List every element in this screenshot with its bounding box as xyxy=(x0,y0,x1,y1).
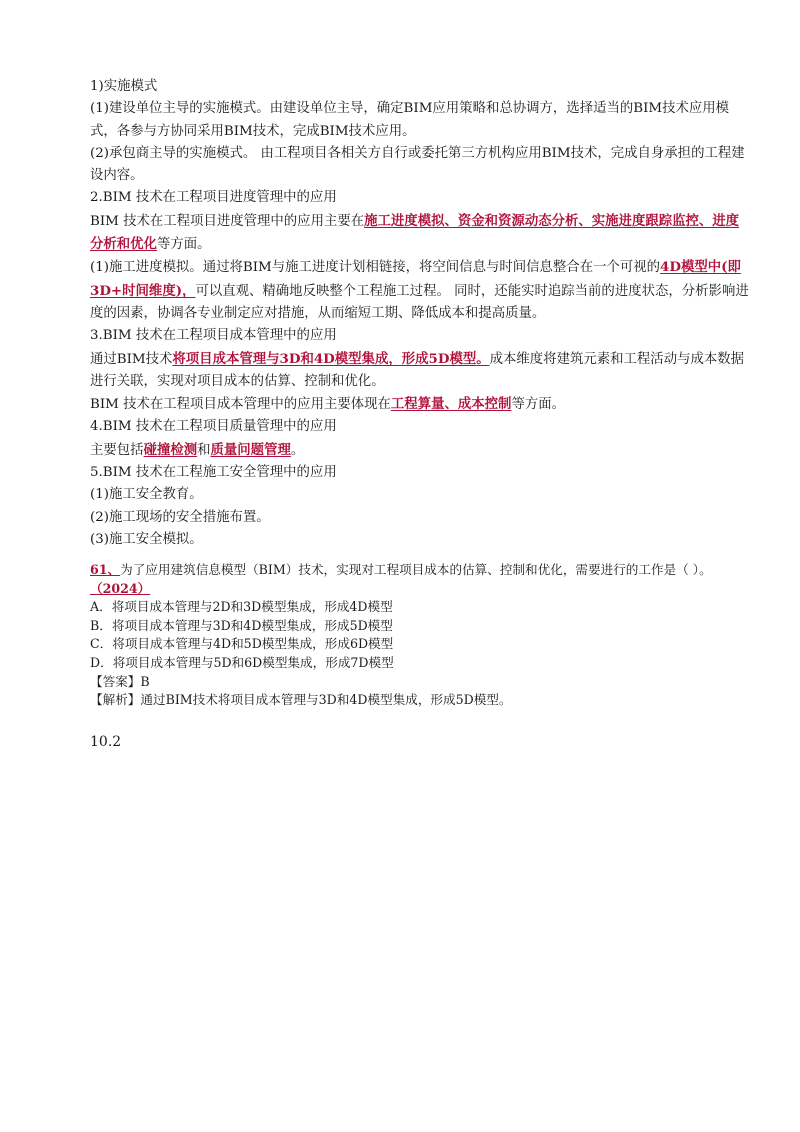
question-text: 为了应用建筑信息模型（BIM）技术，实现对工程项目成本的估算、控制和优化，需要进行的工作是（ ）。 xyxy=(120,562,712,577)
section4-heading: 4.BIM 技术在工程项目质量管理中的应用 xyxy=(90,419,337,435)
option-d: D．将项目成本管理与5D和6D模型集成，形成7D模型 xyxy=(90,654,394,670)
text: 主要包括 xyxy=(90,442,144,458)
option-a: A．将项目成本管理与2D和3D模型集成，形成4D模型 xyxy=(90,599,393,615)
section3-paragraph-1 xyxy=(90,348,750,394)
question-number: 61、 xyxy=(90,562,121,577)
text: (1)施工进度模拟。通过将BIM与施工进度计划相链接，将空间信息与时间信息整合在一个可视的 xyxy=(90,260,661,276)
text: 等方面。 xyxy=(511,397,565,413)
section5-heading: 5.BIM 技术在工程施工安全管理中的应用 xyxy=(90,465,337,481)
answer: 【答案】B xyxy=(90,673,150,689)
text: BIM 技术在工程项目进度管理中的应用主要在 xyxy=(90,213,365,229)
text: 。 xyxy=(290,442,305,458)
text: 成本维度将建筑元素和工程活动与成本数据进行关联，实现对项目成本的估算、控制和优化。 xyxy=(90,351,745,389)
highlighted-text: 将项目成本管理与3D和4D模型集成，形成5D模型。 xyxy=(172,350,490,367)
highlighted-text: 施工进度模拟、资金和资源动态分析、实施进度跟踪监控、进度分析和优化 xyxy=(90,212,740,253)
section1-heading: 1)实施模式 xyxy=(90,79,158,94)
section2-paragraph-1 xyxy=(90,210,750,257)
document-body xyxy=(90,76,750,551)
text: BIM 技术在工程项目成本管理中的应用主要体现在 xyxy=(90,397,391,413)
section5-item: (2)施工现场的安全措施布置。 xyxy=(90,509,270,525)
question-stem xyxy=(90,561,750,598)
highlighted-text: 4D模型中(即3D+时间维度)， xyxy=(90,259,741,299)
option-c: C．将项目成本管理与4D和5D模型集成，形成6D模型 xyxy=(90,636,394,652)
highlighted-text: 工程算量、成本控制 xyxy=(390,396,512,413)
highlighted-text: 质量问题管理 xyxy=(210,441,291,458)
text: 通过BIM技术 xyxy=(90,351,173,367)
question-year: （2024） xyxy=(90,580,151,596)
section2-heading: 2.BIM 技术在工程项目进度管理中的应用 xyxy=(90,190,337,206)
section1-paragraph-1: (1)建设单位主导的实施模式。由建设单位主导，确定BIM应用策略和总协调方，选择适当的BIM技术应用模式，各参与方协同采用BIM技术，完成BIM技术应用。 xyxy=(90,101,730,139)
text: 等方面。 xyxy=(156,237,211,253)
analysis: 【解析】通过BIM技术将项目成本管理与3D和4D模型集成，形成5D模型。 xyxy=(90,692,512,708)
exam-question xyxy=(90,561,750,710)
text: 和 xyxy=(197,442,211,458)
section5-item: (1)施工安全教育。 xyxy=(90,487,203,503)
option-b: B．将项目成本管理与3D和4D模型集成，形成5D模型 xyxy=(90,617,393,633)
section5-item: (3)施工安全模拟。 xyxy=(90,531,203,547)
section2-paragraph-2 xyxy=(90,256,750,325)
section-number: 10.2 xyxy=(90,734,122,750)
section3-paragraph-2 xyxy=(90,393,750,416)
section1-paragraph-2: (2)承包商主导的实施模式。 由工程项目各相关方自行或委托第三方机构应用BIM技术，完成自身承担的工程建设内容。 xyxy=(90,145,745,184)
section3-heading: 3.BIM 技术在工程项目成本管理中的应用 xyxy=(90,328,337,344)
highlighted-text: 碰撞检测 xyxy=(143,441,198,458)
section4-paragraph-1 xyxy=(90,439,750,462)
text: 可以直观、精确地反映整个工程施工过程。 同时，还能实时追踪当前的进度状态，分析影响进度的因素，协调各专业制定应对措施，从而缩短工期、降低成本和提高质量。 xyxy=(90,283,749,321)
